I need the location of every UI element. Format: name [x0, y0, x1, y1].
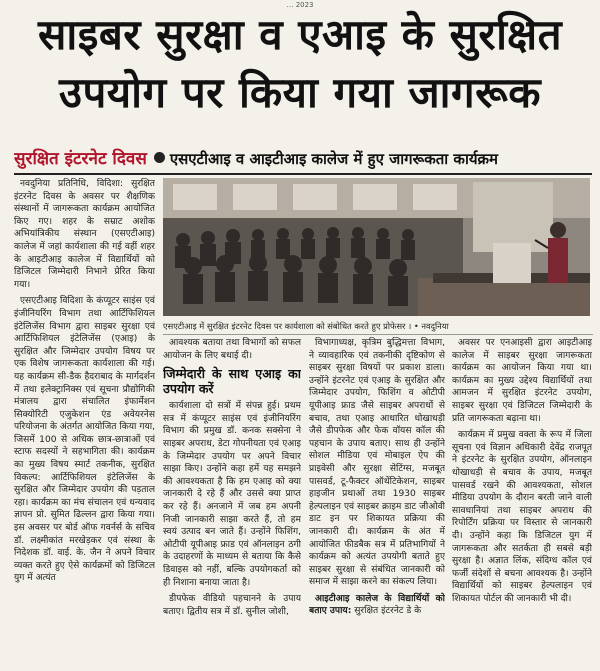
kicker-label: सुरक्षित इंटरनेट दिवस: [14, 149, 147, 169]
paragraph: आवश्यक बताया तथा विभागों को सफल आयोजन के लिए बधाई दी।: [163, 338, 301, 361]
paragraph: कार्यशाला दो सत्रों में संपन्न हुई। प्रथम सत्र में कंप्यूटर साइंस एवं इंजीनियरिंग विभाग की प्रमुख डॉ. कनक सक्सेना ने साइबर अपराध, डेटा गोपनीयता एवं एआइ के जिम्मेदार उपयोग पर अपने विचार साझा किए। उन्होंने कहा हमें यह समझने की आवश्यकता है कि हम एआइ को क्या जानकारी दे रहे हैं और उससे क्या प्राप्त कर रहे हैं। अनजाने में जब हम अपनी निजी जानकारी साझा करते हैं, तो हम स्वयं उत्पाद बन जाते हैं। उन्होंने फिशिंग, ओटीपी यूपीआइ फ्राड एवं ऑनलाइन ठगी के उदाहरणों के माध्यम से बताया कि कैसे डिवाइस को नहीं, बल्कि उपयोगकर्ता को ही निशाना बनाया जाता है।: [163, 401, 301, 588]
article-column-4: [452, 337, 592, 670]
photo-caption: एसएटीआइ में सुरक्षित इंटरनेट दिवस पर कार्यशाला को संबोधित करते हुए प्रोफेसर । • नवदुनिया: [163, 321, 449, 331]
bullet-icon: [154, 152, 165, 163]
subhead-divider: [14, 173, 592, 175]
dateline: … 2023: [286, 1, 314, 9]
article-column-3: [309, 337, 445, 670]
paragraph: विभागाध्यक्ष, कृत्रिम बुद्धिमत्ता विभाग, ने व्यावहारिक एवं तकनीकी दृष्टिकोण से साइबर सुरक्षा विषयों पर प्रकाश डाला। उन्होंने इंटरनेट एवं एआइ के सुरक्षित और जिम्मेदार उपयोग, फिशिंग व ओटीपी यूपीआइ फ्राड जैसे साइबर अपराधों से बचाव, तथा एआइ आधारित धोखाधड़ी जैसे डीपफेक और फेक वॉयस कॉल की पहचान के उपाय बताए। साथ ही उन्होंने सोशल मीडिया एवं मोबाइल ऐप की प्राइवेसी और सुरक्षा सेटिंग्स, मजबूत पासवर्ड, टू-फैक्टर ऑथेंटिकेशन, साइबर हाइजीन प्रथाओं तथा 1930 साइबर हेल्पलाइन एवं साइबर क्राइम डाट जीओवी डाट इन पर शिकायत प्रक्रिया की जानकारी दी। कार्यक्रम के अंत में आयोजित फीडबैक सत्र में प्रतिभागियों ने कार्यक्रम को अत्यंत उपयोगी बताते हुए साइबर सुरक्षा से संबंधित जानकारी को समाज में साझा करने का संकल्प लिया।: [309, 338, 445, 588]
article-column-2: [163, 337, 301, 670]
deck-text: एसएटीआइ व आइटीआइ कालेज में हुए जागरूकता कार्यक्रम: [169, 150, 499, 168]
article-column-1: [14, 178, 155, 670]
paragraph: एसएटीआइ विदिशा के कंप्यूटर साइंस एवं इंजीनियरिंग विभाग तथा आर्टिफिशियल इंटेलिजेंस विभाग द्वारा साइबर सुरक्षा एवं आर्टिफिशियल इंटेलिजेंस (एआइ) के सुरक्षित और जिम्मेदार उपयोग विषय पर एक विशेष जागरूकता कार्यशाला की गई। यह कार्यक्रम सी-डैक हैदराबाद के मार्गदर्शन में तथा इलेक्ट्रानिक्स एवं सूचना प्रौद्योगिकी मंत्रालय द्वारा संचालित इंफार्मेशन सिक्योरिटी एजुकेशन एंड अवेयरनेस परियोजना के अंतर्गत आयोजित किया गया, जिसमें 100 से अधिक छात्र-छात्राओं एवं स्टाफ सदस्यों ने सहभागिता की। कार्यक्रम का मुख्य विषय स्मार्ट तकनीक, सुरक्षित विकल्प: आर्टिफिशियल इंटेलिजेंस के सुरक्षित और जिम्मेदार उपयोग की पड़ताल रहा। कार्यक्रम का मंच संचालन एवं धन्यवाद ज्ञापन प्रो. सुमित ढिल्लन द्वारा किया गया। इस अवसर पर बोर्ड ऑफ गवर्नर्स के सचिव डॉ. लक्ष्मीकांत मरखेड़कर एवं संस्था के निदेशक डॉ. वाई. के. जैन ने अपने विचार व्यक्त करते हुए ऐसे कार्यक्रमों को डिजिटल युग में अत्यंत: [14, 296, 155, 584]
seminar-hall-image: [163, 178, 590, 316]
paragraph: डीपफेक वीडियो पहचानने के उपाय बताए। द्वितीय सत्र में डॉ. सुनील जोशी,: [163, 594, 301, 617]
headline-line-2: उपयोग पर किया गया जागरूक: [58, 68, 542, 117]
paragraph-text: सुरक्षित इंटरनेट डे के: [354, 606, 422, 617]
subheadline: [14, 147, 594, 171]
event-photo: [163, 178, 590, 316]
section-subheading: जिम्मेदारी के साथ एआइ का उपयोग करें: [163, 366, 301, 397]
inline-subheading: आइटीआइ कालेज के विद्यार्थियों को बताए उपाय:: [309, 593, 445, 617]
headline-line-1: साइबर सुरक्षा व एआइ के सुरक्षित: [37, 10, 563, 59]
paragraph-with-lead: [309, 593, 445, 618]
caption-divider: [163, 334, 593, 335]
paragraph: अवसर पर एनआइसी द्वारा आइटीआइ कालेज में साइबर सुरक्षा जागरूकता कार्यक्रम का आयोजन किया गया था। कार्यक्रम का मुख्य उद्देश्य विद्यार्थियों तथा आमजन में सुरक्षित इंटरनेट उपयोग, साइबर सुरक्षा एवं डिजिटल जिम्मेदारी के प्रति जागरूकता बढ़ाना था।: [452, 338, 592, 424]
paragraph: कार्यक्रम में प्रमुख वक्ता के रूप में जिला सूचना एवं विज्ञान अधिकारी देवेंद्र राजपूत ने इंटरनेट के सुरक्षित उपयोग, ऑनलाइन धोखाधड़ी से बचाव के उपाय, मजबूत पासवर्ड रखने की आवश्यकता, सोशल मीडिया उपयोग के दौरान बरती जाने वाली सावधानियां तथा साइबर अपराध की रिपोर्टिंग प्रक्रिया पर विस्तार से जानकारी दी। उन्होंने कहा कि डिजिटल युग में जागरूकता और सतर्कता ही सबसे बड़ी सुरक्षा है। अज्ञात लिंक, संदिग्ध कॉल एवं फर्जी संदेशों से बचना आवश्यक है। उन्होंने विद्यार्थियों को साइबर हेल्पलाइन एवं शिकायत पोर्टल की जानकारी भी दी।: [452, 430, 592, 604]
paragraph: नवदुनिया प्रतिनिधि, विदिशा: सुरक्षित इंटरनेट दिवस के अवसर पर शैक्षणिक संस्थानों में जागरूकता कार्यक्रम आयोजित किए गए। शहर के सम्राट अशोक अभियांत्रिकीय संस्थान (एसएटीआइ) कालेज में जहां कार्यशाला की गई वहीं शहर के आइटीआइ कालेज में विद्यार्थियों को डिजिटल जिम्मेदारी निभाने प्रेरित किया गया।: [14, 179, 155, 290]
